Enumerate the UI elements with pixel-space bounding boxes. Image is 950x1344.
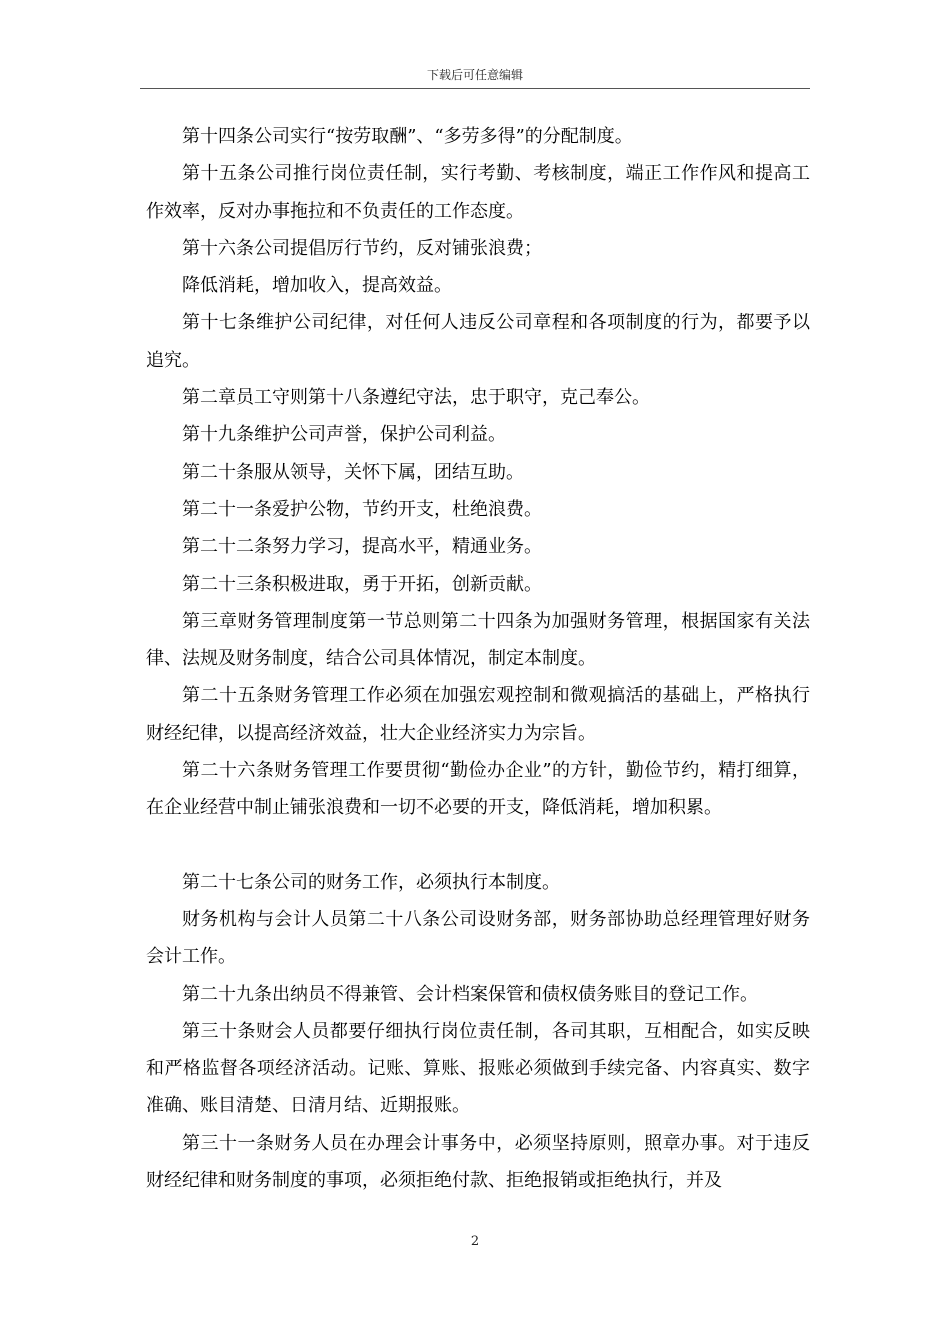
paragraph: 第十四条公司实行“按劳取酬”、“多劳多得”的分配制度。 [182,126,633,147]
page-number: 2 [470,1234,480,1249]
paragraph: 第三章财务管理制度第一节总则第二十四条为加强财务管理，根据国家有关法律、法规及财务制度，结合公司具体情况，制定本制度。 [146,610,810,670]
paragraph: 第二十一条爱护公物，节约开支，杜绝浪费。 [182,498,542,520]
paragraph: 降低消耗，增加收入，提高效益。 [182,275,452,297]
paragraph: 第二十六条财务管理工作要贯彻“勤俭办企业”的方针，勤俭节约，精打细算，在企业经营中制止铺张浪费和一切不必要的开支，降低消耗，增加积累。 [146,760,810,819]
paragraph: 第十六条公司提倡厉行节约，反对铺张浪费； [182,237,542,259]
paragraph: 第十七条维护公司纪律，对任何人违反公司章程和各项制度的行为，都要予以追究。 [146,312,810,371]
page-header: 下载后可任意编辑 [426,68,523,82]
paragraph: 第三十一条财务人员在办理会计事务中，必须坚持原则，照章办事。对于违反财经纪律和财务制度的事项，必须拒绝付款、拒绝报销或拒绝执行，并及 [146,1132,810,1192]
paragraph: 第二十五条财务管理工作必须在加强宏观控制和微观搞活的基础上，严格执行财经纪律，以提高经济效益，壮大企业经济实力为宗旨。 [146,685,810,744]
header-rule [140,88,810,89]
paragraph: 第二十九条出纳员不得兼管、会计档案保管和债权债务账目的登记工作。 [182,983,758,1005]
paragraph: 第二十二条努力学习，提高水平，精通业务。 [182,536,542,558]
paragraph: 财务机构与会计人员第二十八条公司设财务部，财务部协助总经理管理好财务会计工作。 [146,908,810,968]
document-body [146,118,810,1199]
paragraph: 第二十条服从领导，关怀下属，团结互助。 [182,461,524,483]
paragraph: 第二十七条公司的财务工作，必须执行本制度。 [182,871,560,893]
paragraph: 第二章员工守则第十八条遵纪守法，忠于职守，克己奉公。 [182,387,650,409]
paragraph: 第十五条公司推行岗位责任制，实行考勤、考核制度，端正工作作风和提高工作效率，反对办事拖拉和不负责任的工作态度。 [146,163,810,222]
paragraph: 第二十三条积极进取，勇于开拓，创新贡献。 [182,573,542,595]
paragraph: 第十九条维护公司声誉，保护公司利益。 [182,424,506,446]
paragraph: 第三十条财会人员都要仔细执行岗位责任制，各司其职，互相配合，如实反映和严格监督各项经济活动。记账、算账、报账必须做到手续完备、内容真实、数字准确、账目清楚、日清月结、近期报账。 [146,1020,810,1117]
